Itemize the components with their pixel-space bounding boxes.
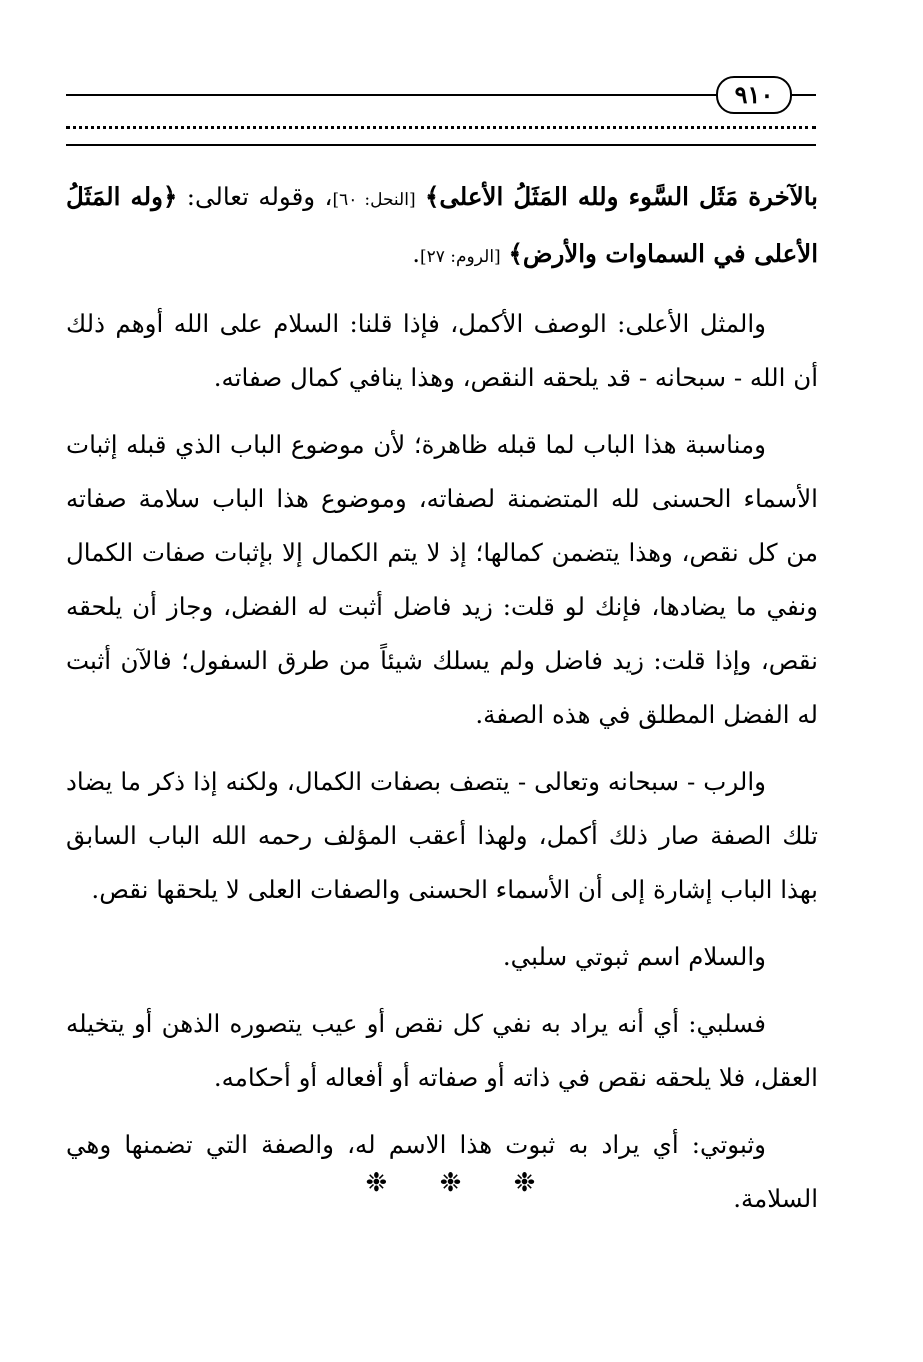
quran-verse-1: بالآخرة مَثَل السَّوء ولله المَثَلُ الأعلى﴾ [424, 182, 818, 211]
paragraph-text: ، وقوله تعالى: [177, 182, 333, 211]
header-rule-top [66, 94, 816, 96]
paragraph-mathal: والمثل الأعلى: الوصف الأكمل، فإذا قلنا: السلام على الله أوهم ذلك أن الله - سبحانه - قد يلحقه النقص، وهذا ينافي كمال صفاته. [66, 309, 818, 392]
paragraph-munasaba: ومناسبة هذا الباب لما قبله ظاهرة؛ لأن موضوع الباب الذي قبله إثبات الأسماء الحسنى لله المتضمنة لصفاته، وموضوع هذا الباب سلامة صفاته من كل نقص، وهذا يتضمن كمالها؛ إذ لا يتم الكمال إلا بإثبات صفات الكمال ونفي ما يضادها، فإنك لو قلت: زيد فاضل أثبت له الفضل، وجاز أن يلحقه نقص، وإذا قلت: زيد فاضل ولم يسلك شيئاً من طرق السفول؛ فالآن أثبت له الفضل المطلق في هذه الصفة. [66, 430, 818, 729]
paragraph-thubuti: وثبوتي: أي يراد به ثبوت هذا الاسم له، والصفة التي تضمنها وهي السلامة. [66, 1130, 818, 1213]
verse-reference-1: [النحل: ٦٠] [332, 190, 416, 210]
paragraph-quran-verses [66, 170, 818, 284]
quran-verse-2: ﴿وله المَثَلُ الأعلى في السماوات والأرض﴾ [66, 182, 818, 268]
paragraph-rabb: والرب - سبحانه وتعالى - يتصف بصفات الكمال، ولكنه إذا ذكر ما يضاد تلك الصفة صار ذلك أكمل، ولهذا أعقب المؤلف رحمه الله الباب السابق بهذا الباب إشارة إلى أن الأسماء الحسنى والصفات العلى لا يلحقها نقص. [66, 767, 818, 904]
paragraph-text: . [412, 239, 420, 268]
page-body [66, 170, 818, 1239]
header-dotted-rule [66, 126, 816, 129]
verse-reference-2: [الروم: ٢٧] [419, 247, 501, 267]
section-separator: ❉ ❉ ❉ [365, 1168, 558, 1198]
page-header [66, 68, 816, 158]
page-number: ٩١٠ [716, 76, 792, 114]
paragraph-salbi: فسلبي: أي أنه يراد به نفي كل نقص أو عيب يتصوره الذهن أو يتخيله العقل، فلا يلحقه نقص في ذاته أو صفاته أو أفعاله أو أحكامه. [66, 1009, 818, 1092]
paragraph-salam: والسلام اسم ثبوتي سلبي. [502, 942, 766, 971]
header-rule-bottom [66, 144, 816, 146]
